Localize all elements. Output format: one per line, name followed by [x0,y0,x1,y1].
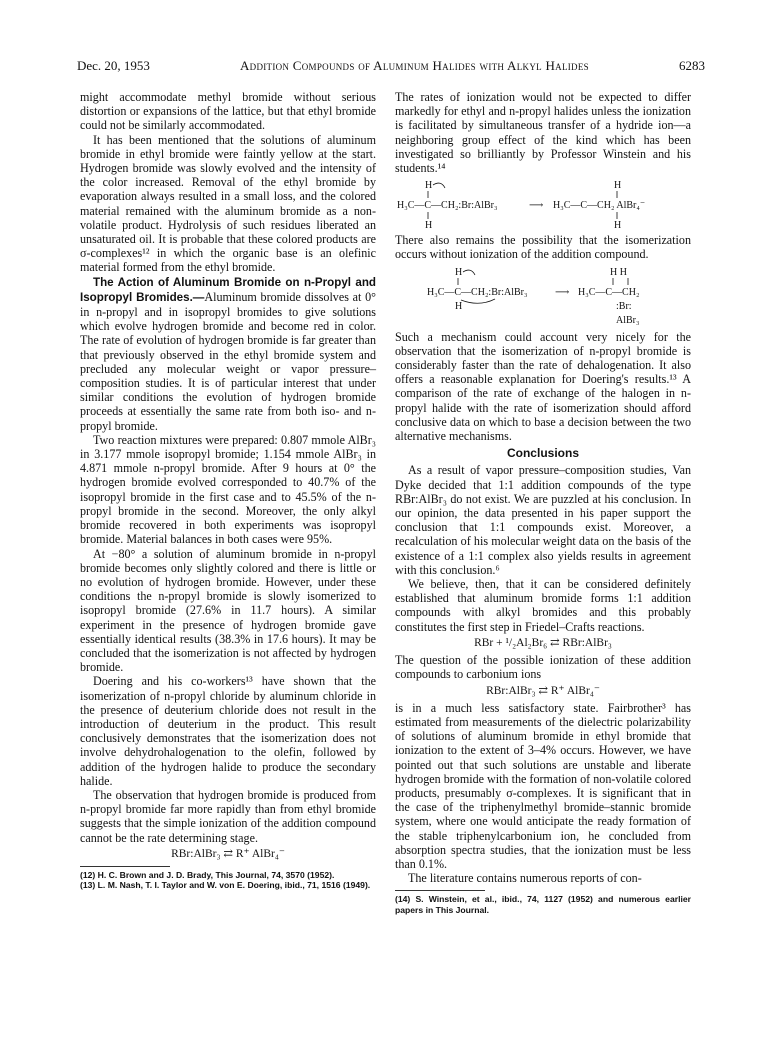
equation: RBr:AlBr₃ ⇄ R⁺ AlBr₄⁻ [486,684,600,697]
paragraph: At −80° a solution of aluminum bromide in n-propyl bromide becomes only slightly colored and there is little or no evolution of hydrogen bromide. However, under these conditions the n-propyl bromide is slowly isomerized to isopropyl bromide (27.6% in 11.7 hours). A similar experiment in the presence of hydrogen bromide gave essentially identical results (38.3% in 17.6 hours). It may be concluded that the isomerization is not affected by hydrogen bromide. [80,546,376,675]
footnote: (14) S. Winstein, et al., ibid., 74, 1127 (1952) and numerous earlier papers in This Journal. [395,894,691,915]
header-title: Addition Compounds of Aluminum Halides with Alkyl Halides [239,58,589,73]
paragraph: The literature contains numerous reports of con- [408,871,642,886]
footnotes [80,870,376,890]
paragraph: Such a mechanism could account very nicely for the observation that the isomerization of n-propyl bromide is considerably faster than the rate of dehalogenation. It also offers a reasonable explanation for Doering's results.¹³ A comparison of the rate of exchange of the halogen in n-propyl halide with the rate of isomerization should afford conclusive data on which to base a decision between the two alternative mechanisms. [395,329,691,444]
reaction-scheme-hydride-shift [395,178,691,230]
scheme-reactant: H₃C—C—CH₂:Br:AlBr₃ [427,286,528,298]
scheme-label: H [455,266,463,278]
equation: RBr + ¹/₂Al₂Br₆ ⇄ RBr:AlBr₃ [474,636,612,649]
scheme-label: AlBr₃ [616,314,640,326]
page-header [77,58,705,76]
curved-arrow-icon [433,183,445,188]
left-column [80,90,376,890]
footnotes [395,894,691,914]
reaction-arrow: ⟶ [555,286,570,298]
reaction-arrow: ⟶ [529,200,544,212]
scheme-reactant: H₃C—C—CH₂:Br:AlBr₃ [397,200,498,212]
section-heading: The Action of Aluminum Bromide on n-Propyl and Isopropyl Bromides.— [80,275,376,304]
curved-arrow-icon [463,270,475,275]
right-column [395,90,691,915]
paragraph-body: Aluminum bromide dissolves at 0° in n-propyl and in isopropyl bromides to give solutions which evolve hydrogen bromide and become red in color. The rate of evolution of hydrogen bromide is far greater than that previously observed in the ethyl bromide system and precluded any molecular weight or vapor pressure–composition studies. It is of particular interest that under similar conditions the evolution of hydrogen bromide proceeds at essentially the same rate from both iso- and n-propyl bromide. [80,289,377,433]
header-date: Dec. 20, 1953 [77,58,150,73]
scheme-label: :Br: [616,300,632,312]
scheme-label: H [425,180,433,192]
scheme-product: H₃C—C—CH₂ AlBr₄⁻ [553,200,646,212]
paragraph: The rates of ionization would not be expected to differ markedly for ethyl and n-propyl halides unless the ionization is facilitated by simultaneous transfer of a hydride ion—a neighboring group effect of the kind which has been investigated so brilliantly by Professor Winstein and his students.¹⁴ [395,90,691,176]
scheme-label: H H [610,266,627,278]
paragraph: As a result of vapor pressure–composition studies, Van Dyke decided that 1:1 addition compounds of the type RBr:AlBr₃ do not exist. We are puzzled at his conclusion. In our opinion, the data presented in his paper support the conclusion that 1:1 compounds exist. Moreover, a recalculation of his molecular weight data on the basis of the existence of a 1:1 complex also yields results in agreement with this conclusion.⁶ [395,463,691,577]
paragraph: We believe, then, that it can be considered definitely established that aluminum bromide forms 1:1 addition compounds with alkyl bromides and this probably constitutes the first step in Friedel–Crafts reactions. [395,577,691,634]
scheme-label: H [614,220,622,231]
paragraph [80,275,376,433]
footnote-rule [80,866,170,867]
paragraph: Doering and his co-workers¹³ have shown that the isomerization of n-propyl chloride by aluminum chloride in the presence of deuterium chloride does not result in the introduction of deuterium in the product. This result conclusively demonstrates that the isomerization does not involve dehydrohalogenation to the olefin, followed by addition of the hydrogen halide to produce the secondary halide. [80,674,376,788]
footnote: (13) L. M. Nash, T. I. Taylor and W. von E. Doering, ibid., 71, 1516 (1949). [80,880,371,891]
footnote-rule [395,890,485,891]
paragraph: The question of the possible ionization of these addition compounds to carbonium ions [395,653,691,682]
footnote: (12) H. C. Brown and J. D. Brady, This Journal, 74, 3570 (1952). [80,869,335,880]
paragraph: Two reaction mixtures were prepared: 0.807 mmole AlBr₃ in 3.177 mmole isopropyl bromide; 1.154 mmole AlBr₃ in 4.871 mmole n-propyl bromide. After 9 hours at 0° the hydrogen bromide evolved corresponded to 40.7% of the isopropyl bromide in the first case and to 45.5% of the n-propyl bromide in the second. Moreover, the only alkyl bromide recovered in both experiments was isopropyl bromide. Material balances in both cases were 95%. [80,432,376,547]
curved-arrow-icon [461,299,495,303]
scheme-label: H [455,300,463,312]
reaction-scheme-concerted [395,265,691,327]
paragraph: might accommodate methyl bromide without serious distortion or expansions of the lattice, but that ethyl bromide could not be similarly accommodated. [80,90,376,133]
paragraph: is in a much less satisfactory state. Fairbrother³ has estimated from measurements of the dielectric polarizability of solutions of aluminum bromide in ethyl bromide that ionization to the extent of 3–4% occurs. However, we have pointed out that such solutions are unstable and liberate hydrogen bromide with the formation of non-volatile colored products, presumably σ-complexes. It is significant that in the case of the triphenylmethyl bromide–stannic bromide system, where one would anticipate the ready formation of the stable triphenylcarbonium ion, he concluded from absorption spectra studies, that the ionization must be less than 0.1%. [395,700,691,871]
paragraph: It has been mentioned that the solutions of aluminum bromide in ethyl bromide were faintly yellow at the start. Hydrogen bromide was slowly evolved and the intensity of the color increased. Removal of the ethyl bromide by evaporation always resulted in a small loss, and the colored material remained with the aluminum bromide as a non-volatile product. Hydrolysis of such residues liberated an unsaturated oil. It is probable that these colored products are σ-complexes¹² in which the organic base is an olefinic material formed from the ethyl bromide. [80,132,376,275]
scheme-label: H [614,180,622,192]
paragraph: The observation that hydrogen bromide is produced from n-propyl bromide far more rapidly than from ethyl bromide suggests that the simple ionization of the addition compound cannot be the rate determining stage. [80,787,376,845]
equation: RBr:AlBr₃ ⇄ R⁺ AlBr₄⁻ [171,847,285,860]
scheme-product: H₃C—C—CH₂ [578,286,640,298]
section-heading: Conclusions [506,446,579,461]
page-number: 6283 [678,58,705,73]
paragraph: There also remains the possibility that the isomerization occurs without ionization of the addition compound. [395,233,691,262]
scheme-label: H [425,220,433,231]
